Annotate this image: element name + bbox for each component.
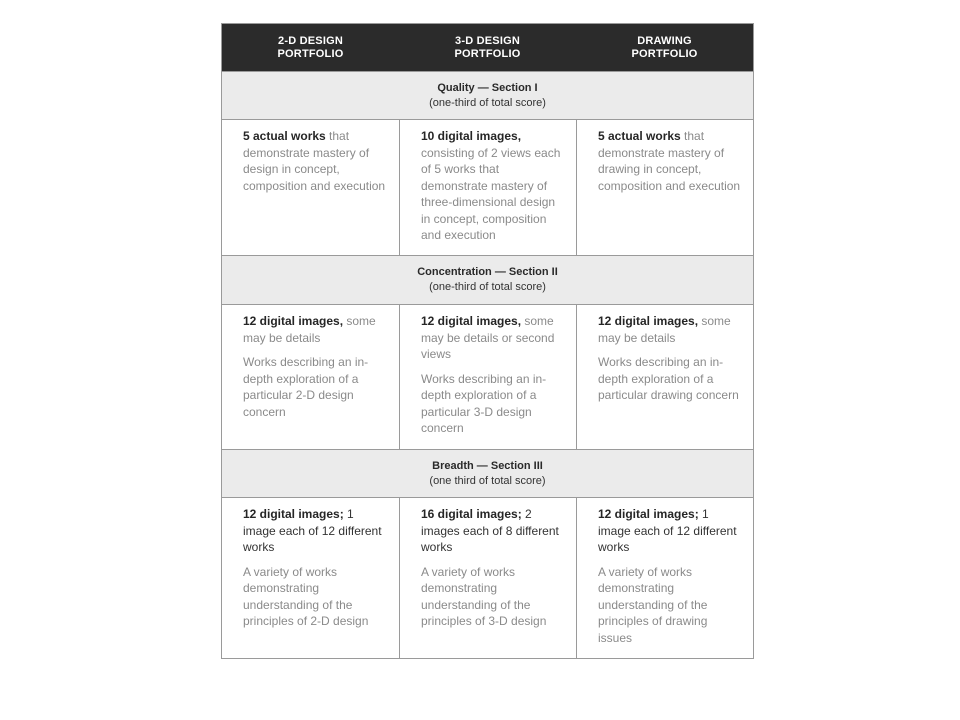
table-header-row: [222, 24, 753, 71]
section-name: Quality: [437, 82, 475, 94]
cell-emphasis: 10 digital images,: [421, 129, 522, 143]
cell-text: some may be details or second views: [421, 314, 555, 361]
table-cell: [576, 120, 753, 255]
cell-emphasis: 16 digital images;: [421, 507, 522, 521]
section-band-breadth: [222, 449, 753, 498]
table-cell: [576, 498, 753, 658]
table-cell: [222, 120, 399, 255]
cell-emphasis: 12 digital images,: [243, 314, 344, 328]
table-cell: [399, 498, 576, 658]
cell-description: A variety of works demonstrating understanding of the principles of 2-D design: [243, 564, 369, 628]
section-name: Breadth: [432, 460, 474, 472]
section-name: Concentration: [417, 266, 492, 278]
section-row-breadth: [222, 498, 753, 658]
section-band-quality: [222, 71, 753, 120]
header-line: PORTFOLIO: [454, 47, 521, 60]
cell-emphasis: 12 digital images;: [243, 507, 344, 521]
section-number: — Section II: [494, 266, 558, 278]
header-line: PORTFOLIO: [277, 47, 344, 60]
cell-text: some may be details: [598, 314, 731, 345]
cell-text: some may be details: [243, 314, 376, 345]
cell-text: consisting of 2 views each of 5 works that demonstrate mastery of three-dimensional design in concept, composition and execution: [421, 145, 561, 242]
table-cell: [399, 305, 576, 449]
cell-description: Works describing an in-depth exploration of a particular 3-D design concern: [421, 371, 547, 435]
cell-emphasis: 5 actual works: [243, 129, 326, 143]
header-line: 3-D DESIGN: [455, 34, 520, 47]
cell-text: that demonstrate mastery of design in concept, composition and execution: [243, 129, 386, 193]
cell-description: A variety of works demonstrating understanding of the principles of drawing issues: [598, 564, 708, 645]
table-cell: [399, 120, 576, 255]
section-weight: (one-third of total score): [429, 97, 546, 109]
cell-text: 1 image each of 12 different works: [598, 507, 737, 554]
cell-text: 2 images each of 8 different works: [421, 507, 559, 554]
section-band-concentration: [222, 255, 753, 305]
section-row-quality: [222, 120, 753, 255]
table-cell: [222, 305, 399, 449]
section-number: — Section I: [477, 82, 538, 94]
header-line: PORTFOLIO: [631, 47, 698, 60]
section-row-concentration: [222, 305, 753, 449]
cell-description: A variety of works demonstrating understanding of the principles of 3-D design: [421, 564, 547, 628]
cell-text: 1 image each of 12 different works: [243, 507, 382, 554]
cell-emphasis: 5 actual works: [598, 129, 681, 143]
header-2d-design: [222, 24, 399, 71]
portfolio-requirements-table: [221, 23, 754, 659]
cell-description: Works describing an in-depth exploration of a particular 2-D design concern: [243, 355, 369, 419]
cell-emphasis: 12 digital images;: [598, 507, 699, 521]
cell-description: Works describing an in-depth exploration of a particular drawing concern: [598, 355, 739, 402]
table-cell: [222, 498, 399, 658]
section-number: — Section III: [476, 460, 543, 472]
header-line: 2-D DESIGN: [278, 34, 343, 47]
cell-emphasis: 12 digital images,: [421, 314, 522, 328]
header-3d-design: [399, 24, 576, 71]
table-cell: [576, 305, 753, 449]
header-line: DRAWING: [637, 34, 692, 47]
section-weight: (one third of total score): [429, 475, 546, 487]
section-weight: (one-third of total score): [429, 281, 546, 293]
header-drawing: [576, 24, 753, 71]
cell-text: that demonstrate mastery of drawing in concept, composition and execution: [598, 129, 741, 193]
cell-emphasis: 12 digital images,: [598, 314, 699, 328]
